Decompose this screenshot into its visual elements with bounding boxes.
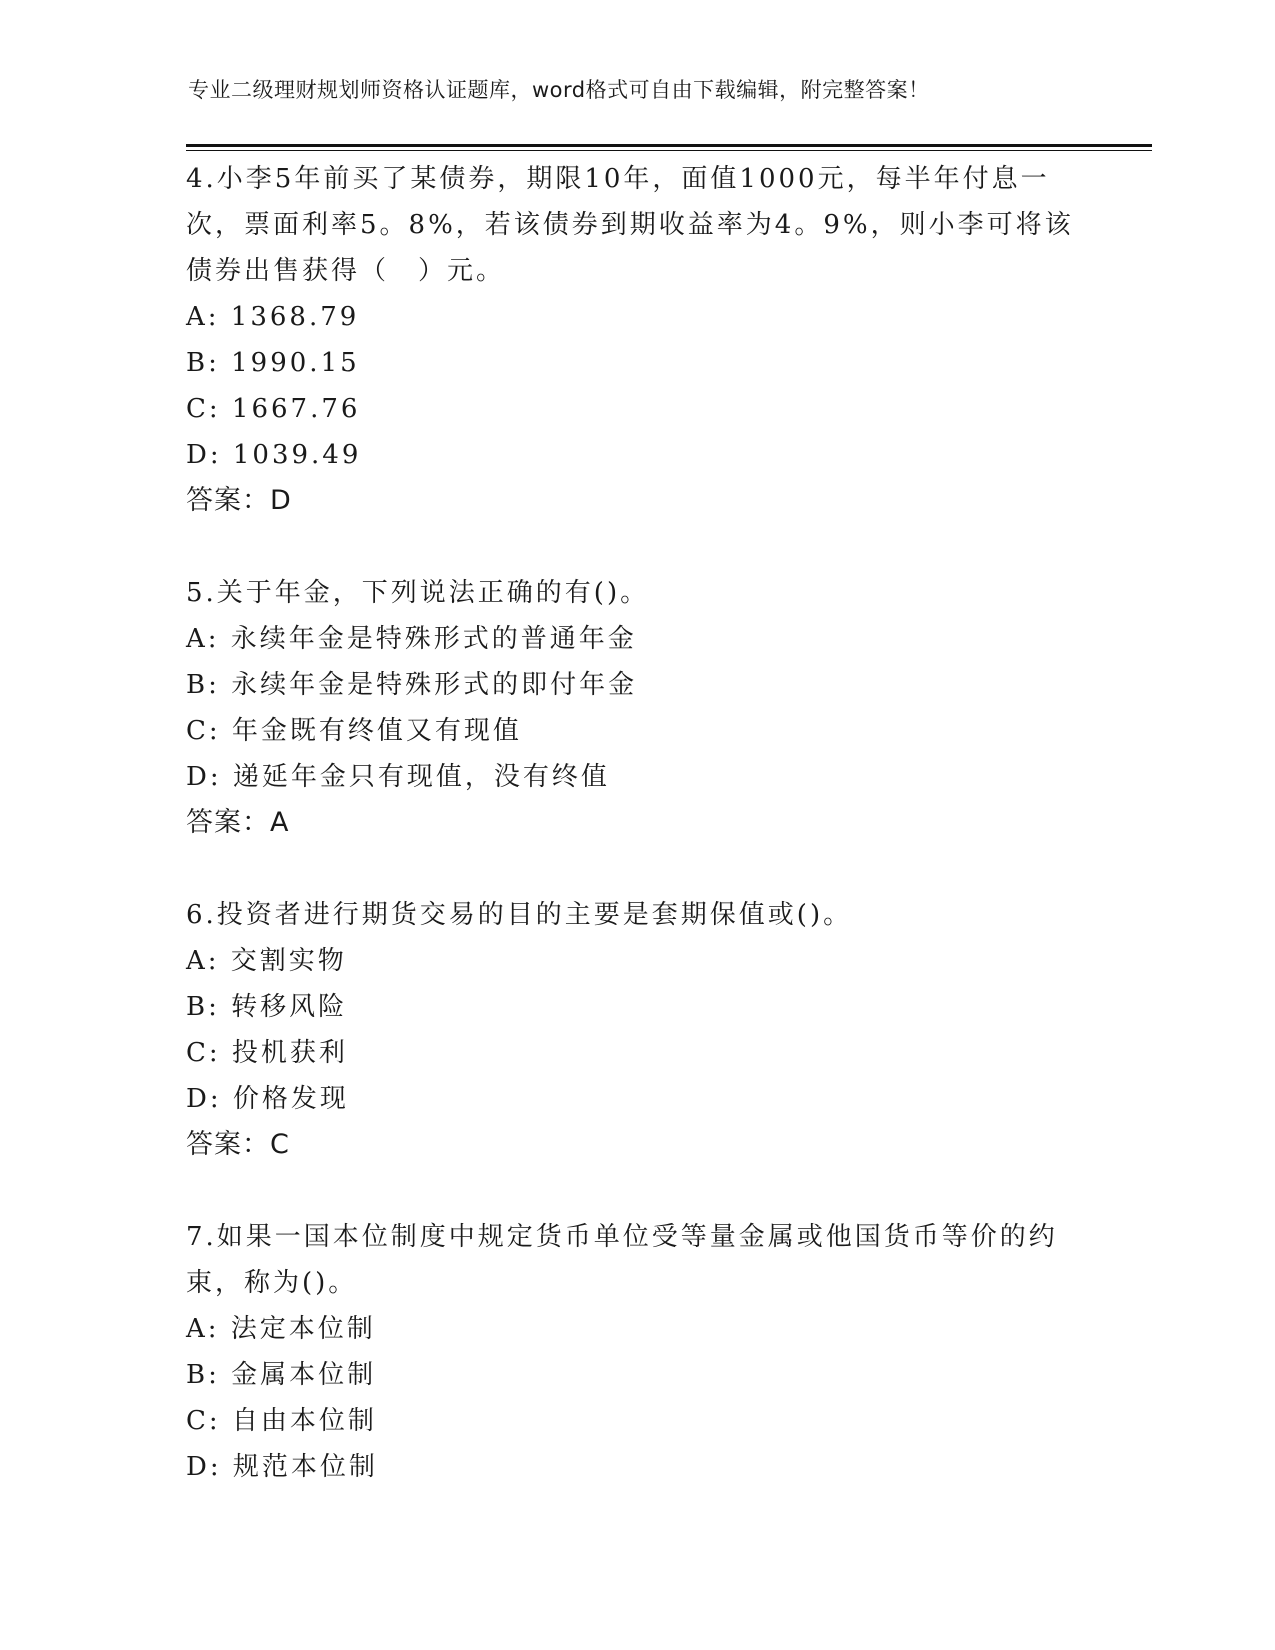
question-text: 6.投资者进行期货交易的目的主要是套期保值或()。 bbox=[186, 900, 853, 930]
questions-list bbox=[186, 156, 1086, 1490]
option-d: D: 价格发现 bbox=[186, 1084, 349, 1114]
option-a: A: 交割实物 bbox=[186, 946, 347, 976]
option-b: B: 永续年金是特殊形式的即付年金 bbox=[186, 670, 638, 700]
option-c: C: 投机获利 bbox=[186, 1038, 348, 1068]
option-a: A: 永续年金是特殊形式的普通年金 bbox=[186, 624, 637, 654]
page-header: 专业二级理财规划师资格认证题库，word格式可自由下载编辑，附完整答案！ bbox=[188, 78, 930, 102]
spacer bbox=[186, 1168, 1086, 1214]
answer: 答案：C bbox=[186, 1129, 290, 1160]
option-a: A: 法定本位制 bbox=[186, 1314, 376, 1344]
answer: 答案：A bbox=[186, 807, 290, 838]
option-c: C: 1667.76 bbox=[186, 394, 361, 424]
question-7 bbox=[186, 1214, 1086, 1490]
answer: 答案：D bbox=[186, 485, 292, 516]
header-rule-thin bbox=[186, 150, 1152, 151]
option-c: C: 自由本位制 bbox=[186, 1406, 377, 1436]
option-b: B: 1990.15 bbox=[186, 348, 360, 378]
option-d: D: 递延年金只有现值，没有终值 bbox=[186, 762, 610, 792]
question-text: 7.如果一国本位制度中规定货币单位受等量金属或他国货币等价的约束，称为()。 bbox=[186, 1222, 1058, 1298]
option-c: C: 年金既有终值又有现值 bbox=[186, 716, 522, 746]
question-text: 5.关于年金，下列说法正确的有()。 bbox=[186, 578, 650, 608]
question-5 bbox=[186, 570, 1086, 846]
option-b: B: 转移风险 bbox=[186, 992, 348, 1022]
option-a: A: 1368.79 bbox=[186, 302, 360, 332]
question-4 bbox=[186, 156, 1086, 524]
question-text: 4.小李5年前买了某债券，期限10年，面值1000元，每半年付息一次，票面利率5。8%，若该债券到期收益率为4。9%，则小李可将该债券出售获得（ ）元。 bbox=[186, 164, 1074, 286]
spacer bbox=[186, 524, 1086, 570]
header-rule-thick bbox=[186, 144, 1152, 147]
option-d: D: 1039.49 bbox=[186, 440, 362, 470]
question-6 bbox=[186, 892, 1086, 1168]
option-d: D: 规范本位制 bbox=[186, 1452, 378, 1482]
option-b: B: 金属本位制 bbox=[186, 1360, 377, 1390]
spacer bbox=[186, 846, 1086, 892]
